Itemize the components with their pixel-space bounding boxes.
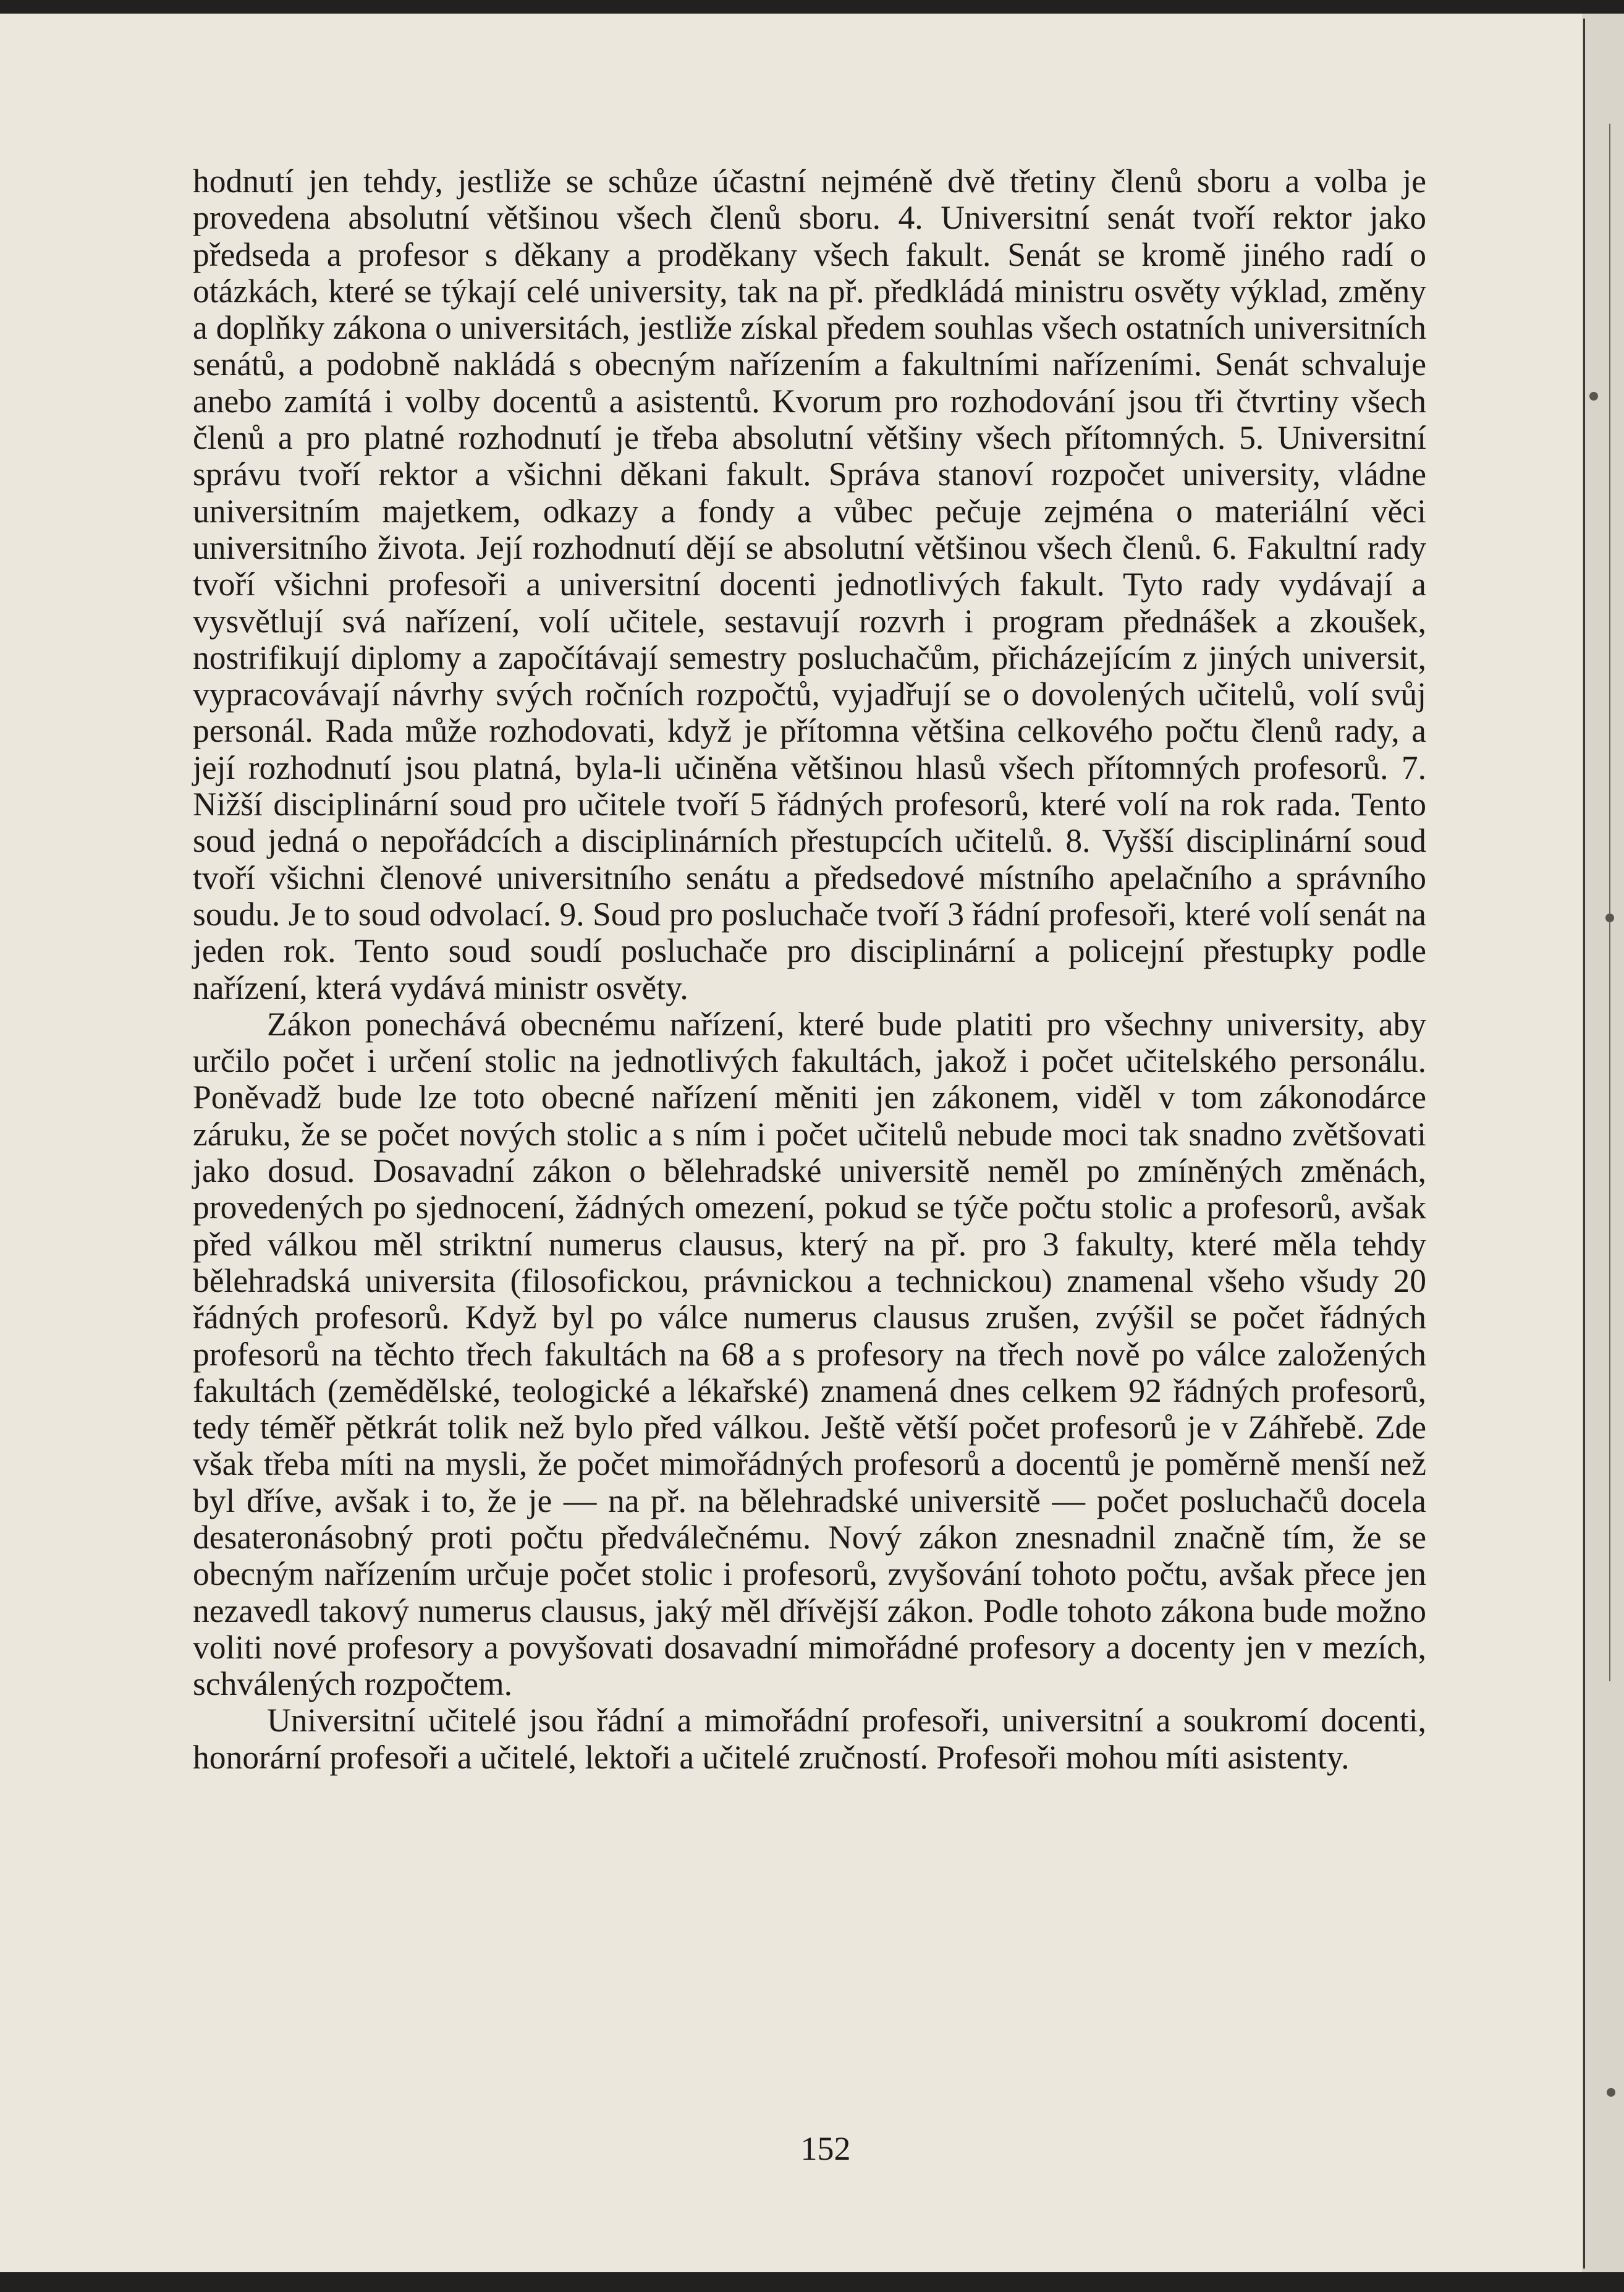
paragraph: Universitní učitelé jsou řádní a mimořádní profesoři, universitní a soukromí docenti, honorární profesoři a učitelé, lektoři a učitelé zručností. Profesoři mohou míti asistenty. [193, 1702, 1426, 1776]
page-number: 152 [800, 2130, 851, 2167]
gutter-mark [1589, 392, 1598, 401]
paragraph: Zákon ponechává obecnému nařízení, které bude platiti pro všechny university, aby určilo počet i určení stolic na jednotlivých fakultách, jakož i počet učitelského personálu. Poněvadž bude lze toto obecné nařízení měniti jen zákonem, viděl v tom zákonodárce záruku, že se počet nových stolic a s ním i počet učitelů nebude moci tak snadno zvětšovati jako dosud. Dosavadní zákon o bělehradské universitě neměl po zmíněných změnách, provedených po sjednocení, žádných omezení, pokud se týče počtu stolic a profesorů, avšak před válkou měl striktní numerus clausus, který na př. pro 3 fakulty, které měla tehdy bělehradská universita (filosofickou, právnickou a technickou) znamenal všeho všudy 20 řádných profesorů. Když byl po válce numerus clausus zrušen, zvýšil se počet řádných profesorů na těchto třech fakultách na 68 a s profesory na třech nově po válce založených fakultách (zemědělské, teologické a lékařské) znamená dnes celkem 92 řádných profesorů, tedy téměř pětkrát tolik než bylo před válkou. Ještě větší počet profesorů je v Záhřebě. Zde však třeba míti na mysli, že počet mimořádných profesorů a docentů je poměrně menší než byl dříve, avšak i to, že je — na př. na bělehradské universitě — počet posluchačů docela desateronásobný proti počtu předválečnému. Nový zákon znesnadnil značně tím, že se obecným nařízením určuje počet stolic i profesorů, zvyšování tohoto počtu, avšak přece jen nezavedl takový numerus clausus, jaký měl dřívější zákon. Podle tohoto zákona bude možno voliti nové profesory a povyšovati dosavadní mimořádné profesory a docenty jen v mezích, schválených rozpočtem. [193, 1005, 1426, 1703]
gutter-inner-line [1609, 124, 1610, 1681]
gutter-edge-line [1583, 19, 1585, 2269]
body-text [193, 163, 1426, 1776]
scan-border-top [0, 0, 1624, 14]
gutter-mark [1605, 914, 1614, 922]
book-gutter [1582, 14, 1624, 2272]
paragraph: hodnutí jen tehdy, jestliže se schůze účastní nejméně dvě třetiny členů sboru a volba je provedena absolutní většinou všech členů sboru. 4. Universitní senát tvoří rektor jako předseda a profesor s děkany a proděkany všech fakult. Senát se kromě jiného radí o otázkách, které se týkají celé university, tak na př. předkládá ministru osvěty výklad, změny a doplňky zákona o universitách, jestliže získal předem souhlas všech ostatních universitních senátů, a podobně nakládá s obecným nařízením a fakultními nařízeními. Senát schvaluje anebo zamítá i volby docentů a asistentů. Kvorum pro rozhodování jsou tři čtvrtiny všech členů a pro platné rozhodnutí je třeba absolutní většiny všech přítomných. 5. Universitní správu tvoří rektor a všichni děkani fakult. Správa stanoví rozpočet university, vládne universitním majetkem, odkazy a fondy a vůbec pečuje zejména o materiální věci universitního života. Její rozhodnutí dějí se absolutní většinou všech členů. 6. Fakultní rady tvoří všichni profesoři a universitní docenti jednotlivých fakult. Tyto rady vydávají a vysvětlují svá nařízení, volí učitele, sestavují rozvrh i program přednášek a zkoušek, nostrifikují diplomy a započítávají semestry posluchačům, přicházejícím z jiných universit, vypracovávají návrhy svých ročních rozpočtů, vyjadřují se o dovolených učitelů, volí svůj personál. Rada může rozhodovati, když je přítomna většina celkového počtu členů rady, a její rozhodnutí jsou platná, byla-li učiněna většinou hlasů všech přítomných profesorů. 7. Nižší disciplinární soud pro učitele tvoří 5 řádných profesorů, které volí na rok rada. Tento soud jedná o nepořádcích a disciplinárních přestupcích učitelů. 8. Vyšší disciplinární soud tvoří všichni členové universitního senátu a předsedové místního apelačního a správního soudu. Je to soud odvolací. 9. Soud pro posluchače tvoří 3 řádní profesoři, které volí senát na jeden rok. Tento soud soudí posluchače pro disciplinární a policejní přestupky podle nařízení, která vydává ministr osvěty. [193, 163, 1426, 1006]
scan-border-bottom [0, 2272, 1624, 2292]
gutter-mark [1607, 2088, 1615, 2097]
